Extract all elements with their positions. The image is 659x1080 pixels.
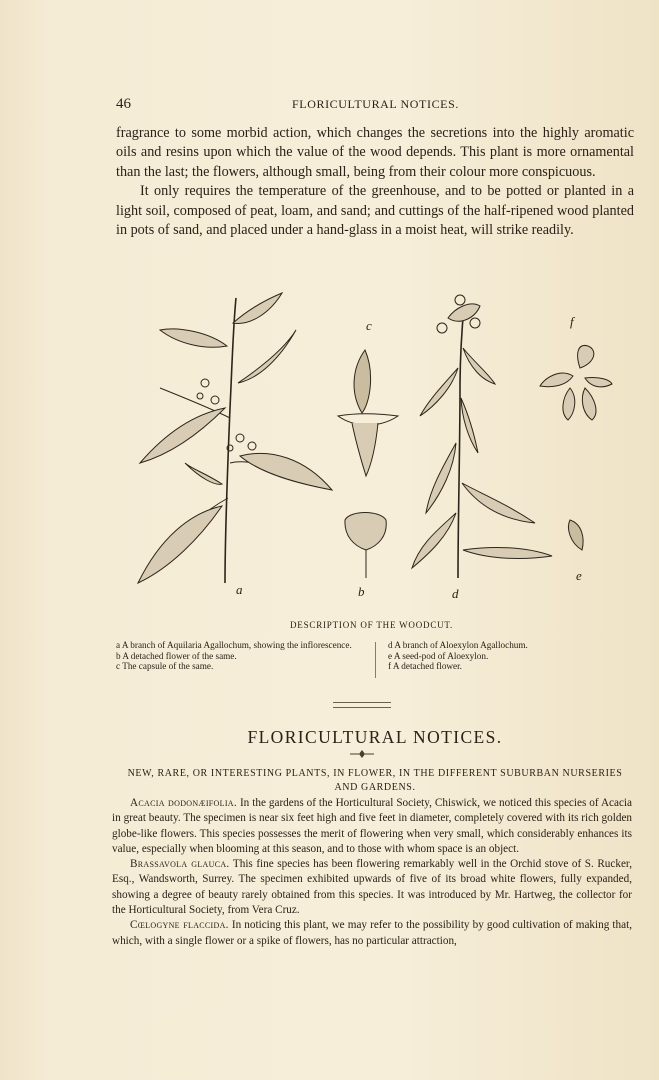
- notice-item: [112, 857, 632, 918]
- notice-item: [112, 918, 632, 949]
- notice-text: In noticing this plant, we may refer to the possibility by good cultivation of making that, which, with a single flower or a spike of flowers, has no particular attraction,: [112, 919, 632, 947]
- woodcut-illustration: [130, 288, 630, 608]
- notices-list: [112, 796, 632, 949]
- notice-text: This fine species has been flowering remarkably well in the Orchid stove of S. Rucker, Esq., Wandsworth, Surrey. The specimen exhibited upwards of five of its broad white flowers, fully expanded, showing a degree of beauty rarely obtained from this species. It was introduced by Mr. Hartweg, the collector for the Horticultural Society, from Vera Cruz.: [112, 858, 633, 917]
- caption-item-c: c The capsule of the same.: [116, 661, 214, 672]
- running-head: FLORICULTURAL NOTICES.: [292, 97, 459, 111]
- page-number: 46: [116, 96, 131, 112]
- caption-item-d: d A branch of Aloexylon Agallochum.: [388, 640, 528, 650]
- branch-a-stem: [225, 298, 236, 583]
- section-subheading: NEW, RARE, OR INTERESTING PLANTS, IN FLOWER, IN THE DIFFERENT SUBURBAN NURSERIES AND GARDENS.: [127, 768, 623, 793]
- ornament-icon: [350, 750, 374, 758]
- section-title: FLORICULTURAL NOTICES.: [247, 727, 503, 747]
- figure-label-f: f: [570, 314, 574, 329]
- flower-b: [345, 513, 386, 551]
- figure-label-a: a: [236, 582, 243, 597]
- figure-label-d: d: [452, 586, 459, 601]
- caption-title: DESCRIPTION OF THE WOODCUT.: [290, 620, 454, 630]
- notice-plant-name: Cœlogyne flaccida.: [130, 919, 229, 932]
- caption-right: [388, 640, 588, 672]
- caption-item-b: b A detached flower of the same.: [116, 650, 237, 661]
- notice-plant-name: Brassavola glauca.: [130, 858, 230, 871]
- leaf: [160, 329, 227, 347]
- flower-f: [540, 373, 573, 387]
- caption-item-a: a A branch of Aquilaria Agallochum, showing the inflorescence.: [116, 640, 352, 650]
- caption-divider: [375, 642, 376, 678]
- figure-label-b: b: [358, 584, 365, 599]
- figure-label-c: c: [366, 318, 372, 333]
- body-text: [116, 124, 634, 240]
- caption-item-e: e A seed-pod of Aloexylon.: [388, 650, 489, 661]
- page-header: [116, 96, 634, 116]
- caption-item-f: f A detached flower.: [388, 661, 462, 672]
- notice-item: [112, 796, 632, 857]
- notice-text: In the gardens of the Horticultural Society, Chiswick, we noticed this species of Acacia in great beauty. The specimen is near six feet high and five feet in diameter, completely covered with its rich golden globe-like flowers. This species possesses the merit of flowering when very small, which considerably enhances its value, especially when blooming at this season, and to those with whom space is an object.: [112, 797, 633, 855]
- paragraph-2: It only requires the temperature of the greenhouse, and to be potted or planted in a light soil, composed of peat, loam, and sand; and cuttings of the half-ripened wood planted in pots of sand, and placed under a hand-glass in a moist heat, will strike readily.: [116, 183, 634, 239]
- capsule-c: [354, 350, 371, 413]
- notice-plant-name: Acacia dodonæifolia.: [130, 797, 237, 809]
- caption-left: [116, 640, 366, 672]
- branch-d-stem: [458, 306, 464, 578]
- figure-label-e: e: [576, 568, 582, 583]
- woodcut-drawing: [130, 288, 630, 608]
- seed-pod-e: [569, 520, 584, 550]
- section-divider-rule: [333, 702, 391, 708]
- paragraph-1: fragrance to some morbid action, which changes the secretions into the highly aromatic oils and resins upon which the value of the wood depends. This plant is more ornamental than the last; the flowers, although small, being from their colour more conspicuous.: [116, 125, 634, 180]
